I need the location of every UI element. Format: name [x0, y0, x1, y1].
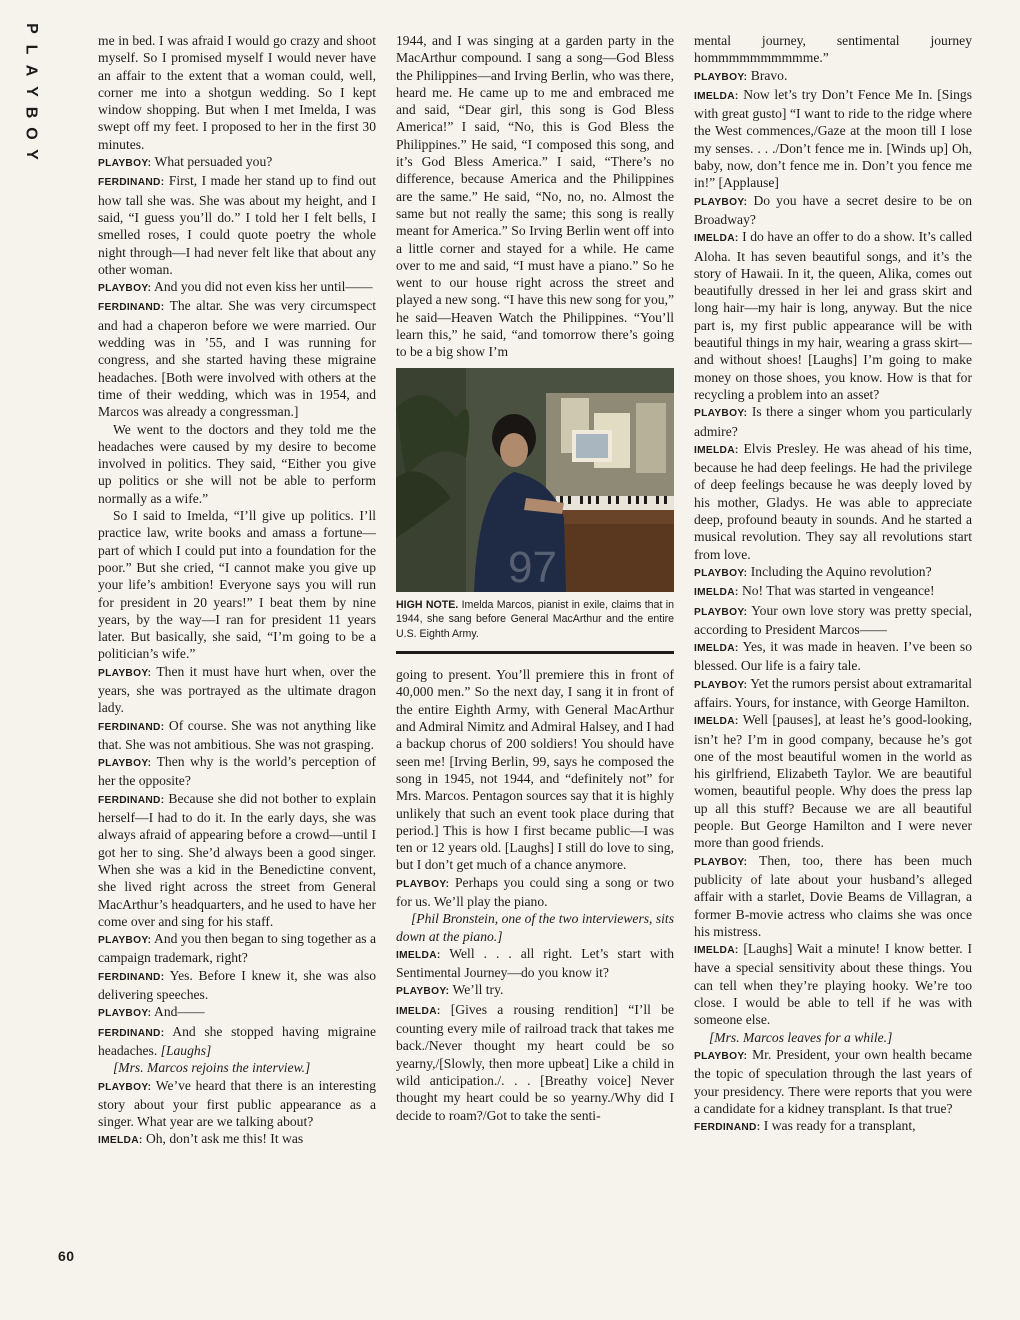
italic-note: [Phil Bronstein, one of the two interviewers, sits down at the piano.]	[396, 911, 674, 944]
speaker-label: IMELDA:	[396, 1005, 441, 1017]
paragraph-text: Yes. Before I knew it, she was also delivering speeches.	[98, 967, 376, 1003]
body-paragraph	[396, 910, 674, 945]
paragraph-text: We went to the doctors and they told me the headaches were caused by my desire to become involved in politics. They said, “Either you give up politics or she will not be able to perform normally as a wife.”	[98, 421, 376, 506]
interview-exchange	[98, 930, 376, 967]
paragraph-text: 1944, and I was singing at a garden party in the MacArthur compound. I sang a song—God Bless the Philippines—and Irving Berlin, who was there, heard me. He came up to me and embraced me and said, “Dear girl, this song is God Bless America!” I said, “No, this is God Bless the Philippines.” He said, “I composed this song, and it’s God Bless America.” I said, “There’s no difference, because America and the Philippines are the same.” He said, “No, no, no. Almost the same but not really the same; this song is really meant for America.” So Irving Berlin went off into a little corner and stayed for a while. He came over to me and said, “I must have a piano.” So he went to our house right across the street and played a new song. “I have this new song for you,” he said—Heaven Watch the Philippines. “You’ll learn this,” he said, “and tomorrow there’s going to be a big show I’m	[396, 33, 674, 360]
interview-exchange	[694, 638, 972, 675]
paragraph-text: Well [pauses], at least he’s good-looking, isn’t he? I’m in good company, because he’s got one of the most beautiful women in the world as his girlfriend, Elizabeth Taylor. We are beautiful women, beautiful people. Why does the press lap up all this stuff? Because we are all beautiful people. But George Hamilton and I were never more than good friends.	[694, 712, 972, 851]
paragraph-text: And you did not even kiss her until——	[151, 279, 373, 295]
paragraph-text: So I said to Imelda, “I’ll give up politics. I’ll practice law, write books and amass a fortune—part of which I could put into a foundation for the poor.” But she cried, “I cannot make you give up your life’s ambition! Everyone says you will run for president in 20 years!” I beat them by nine years, by the way—I ran for president 11 years later. But basically, she said, “I’m going to be a politician’s wife.”	[98, 508, 376, 662]
speaker-label: IMELDA:	[694, 233, 739, 245]
speaker-label: PLAYBOY:	[98, 1008, 152, 1020]
paragraph-text: And——	[151, 1004, 205, 1020]
speaker-label: PLAYBOY:	[98, 158, 152, 170]
interview-exchange	[694, 940, 972, 1028]
interview-exchange	[694, 440, 972, 563]
paragraph-text: Your own love story was pretty special, according to President Marcos——	[694, 602, 972, 637]
interview-exchange	[98, 172, 376, 278]
column-2-bottom	[396, 666, 674, 1124]
speaker-label: FERDINAND:	[98, 177, 165, 189]
speaker-label: PLAYBOY:	[98, 935, 152, 947]
masthead-letter: Y	[22, 149, 40, 160]
interview-exchange	[694, 1046, 972, 1117]
interview-exchange	[98, 297, 376, 420]
body-paragraph	[396, 32, 674, 361]
photo-imelda-at-piano	[396, 368, 674, 592]
interview-exchange	[694, 228, 972, 403]
paragraph-text: Well . . . all right. Let’s start with Sentimental Journey—do you know it?	[396, 945, 674, 981]
interview-exchange	[694, 192, 972, 229]
speaker-label: PLAYBOY:	[694, 1050, 748, 1062]
paragraph-text: Mr. President, your own health became the topic of speculation through the last years of your presidency. There were reports that you were a candidate for a kidney transplant. Is that true?	[694, 1046, 972, 1116]
italic-note: [Mrs. Marcos rejoins the interview.]	[113, 1060, 311, 1076]
speaker-label: IMELDA:	[396, 949, 441, 961]
interview-exchange	[694, 1117, 972, 1136]
interview-exchange	[694, 711, 972, 851]
photo-illustration	[396, 368, 674, 592]
speaker-label: PLAYBOY:	[98, 758, 152, 770]
speaker-label: IMELDA:	[694, 643, 739, 655]
speaker-label: IMELDA:	[694, 90, 739, 102]
speaker-label: PLAYBOY:	[98, 283, 152, 295]
masthead-letter: Y	[22, 86, 40, 97]
paragraph-text: Including the Aquino revolution?	[747, 563, 932, 579]
paragraph-text: [Gives a rousing rendition] “I’ll be counting every mile of railroad track that takes me back./Never thought my heart could be so yearny,/[Slowly, then more upbeat] Like a child in wild anticipation./. . . [Breathy voice] Never thought my heart could be so yearny./Why did I decide to roam?/Got to take the senti-	[396, 1001, 674, 1123]
body-paragraph	[98, 1059, 376, 1076]
speaker-label: PLAYBOY:	[694, 196, 748, 208]
masthead-letter: L	[22, 44, 40, 55]
photo-caption	[396, 598, 674, 642]
paragraph-text: Yes, it was made in heaven. I’ve been so blessed. Our life is a fairy tale.	[694, 639, 972, 674]
speaker-label: PLAYBOY:	[694, 408, 748, 420]
speaker-label: PLAYBOY:	[694, 71, 748, 83]
caption-head: HIGH NOTE.	[396, 598, 459, 611]
body-paragraph	[396, 666, 674, 874]
speaker-label: PLAYBOY:	[98, 1081, 152, 1093]
speaker-label: FERDINAND:	[98, 721, 165, 733]
interview-exchange	[98, 663, 376, 717]
masthead-letter: B	[22, 106, 40, 119]
column-2	[396, 32, 674, 1124]
paragraph-text: Of course. She was not anything like that. She was not ambitious. She was not grasping.	[98, 717, 376, 752]
paragraph-text: Do you have a secret desire to be on Broadway?	[694, 192, 972, 227]
interview-exchange	[694, 563, 972, 582]
paragraph-text: going to present. You’ll premiere this in front of 40,000 men.” So the next day, I sang it in front of the entire Eighth Army, with General MacArthur and Admiral Nimitz and Admiral Halsey, and I had a backup chorus of 200 soldiers! You should have seen me! [Irving Berlin, 99, says he composed the song in 1945, not 1944, and “definitely not” for Mrs. Marcos. Pentagon sources say that it is highly unlikely that such an event took place during that period.] This is how I first became public—I was ten or 12 years old. [Laughs] I still do love to sing, but I don’t get much of a chance anymore.	[396, 667, 674, 873]
interview-exchange	[98, 753, 376, 790]
speaker-label: FERDINAND:	[694, 1122, 761, 1134]
page-number: 60	[58, 1248, 75, 1264]
caption-rule	[396, 651, 674, 654]
speaker-label: FERDINAND:	[98, 302, 165, 314]
paragraph-text: Then why is the world’s perception of her the opposite?	[98, 754, 376, 789]
paragraph-text: We’ll try.	[449, 982, 504, 998]
interview-exchange	[694, 582, 972, 601]
speaker-label: IMELDA:	[694, 716, 739, 728]
speaker-label: PLAYBOY:	[694, 606, 748, 618]
paragraph-text: First, I made her stand up to find out how tall she was. She was about my height, and I said, “I guess you’ll do.” I told her I felt bells, I smelled roses, I could quote poetry the whole night through—I had never felt like that about any other woman.	[98, 173, 376, 277]
column-3	[694, 32, 972, 1136]
paragraph-text: And you then began to sing together as a campaign trademark, right?	[98, 931, 376, 966]
body-paragraph	[694, 1029, 972, 1046]
paragraph-text: Then it must have hurt when, over the years, she was portrayed as the ultimate dragon lady.	[98, 663, 376, 716]
paragraph-text: No! That was started in vengeance!	[738, 583, 935, 599]
paragraph-text: Elvis Presley. He was ahead of his time, because he had deep feelings. He had the privilege of deep feelings because he was deeply loved by his mother, Gladys. He was able to appreciate deep, profound beauty in sounds. And he started a musical revolution. They say all revolutions start from love.	[694, 440, 972, 562]
column-1	[98, 32, 376, 1150]
interview-exchange	[98, 790, 376, 930]
paragraph-text: What persuaded you?	[151, 154, 273, 170]
paragraph-text: Then, too, there has been much publicity of late about your husband’s alleged affair with a starlet, Dovie Beams de Villagran, a former B-movie actress who claims she was once his mistress.	[694, 852, 972, 939]
paragraph-text: I was ready for a transplant,	[760, 1118, 916, 1134]
paragraph-text: Oh, don’t ask me this! It was	[142, 1131, 304, 1147]
speaker-label: PLAYBOY:	[98, 667, 152, 679]
italic-note: [Laughs]	[160, 1042, 212, 1058]
interview-exchange	[396, 981, 674, 1000]
caption-text: Imelda Marcos, pianist in exile, claims that in 1944, she sang before General MacArthur and the entire U.S. Eighth Army.	[396, 598, 674, 640]
paragraph-text: Now let’s try Don’t Fence Me In. [Sings with great gusto] “I want to ride to the ridge where the West commences,/Gaze at the moon till I lose my senses. . . ./Don’t fence me in. [Winds up] Oh, baby, now, don’t fence me in. Don’t you fence me in!” [Applause]	[694, 86, 972, 191]
paragraph-text: I do have an offer to do a show. It’s called Aloha. It has seven beautiful songs, and it’s the story of Hawaii. In it, the queen, Alika, comes out beautifully dressed in her lei and grass skirt and long hair—my hair is long, anyway. But the nice part is, my first public appearance will be with beautiful things in my hair, wearing a grass skirt—and without shoes! [Laughs] I’m going to make money on those shoes, you know. How is that for recycling a problem into an asset?	[694, 229, 972, 402]
paragraph-text: me in bed. I was afraid I would go crazy and shoot myself. So I promised myself I would never have an affair to the extent that a woman could, well, corner me into a shotgun wedding. So I kept window shopping. But when I met Imelda, I was swept off my feet. I proposed to her in the first 30 minutes.	[98, 33, 376, 152]
speaker-label: IMELDA:	[694, 945, 739, 957]
paragraph-text: Perhaps you could sing a song or two for us. We’ll play the piano.	[396, 874, 674, 909]
paragraph-text: [Laughs] Wait a minute! I know better. I have a special sensitivity about these things. You can tell when they’re playing hooky. We’re too close. I would be able to tell if he was with someone else.	[694, 941, 972, 1028]
interview-exchange	[396, 1001, 674, 1124]
speaker-label: PLAYBOY:	[694, 856, 748, 868]
paragraph-text: Yet the rumors persist about extramarital affairs. Yours, for instance, with George Hamilton.	[694, 675, 972, 710]
column-2-top	[396, 32, 674, 361]
interview-exchange	[694, 852, 972, 940]
paragraph-text: mental journey, sentimental journey hommmmmmmmmme.”	[694, 33, 972, 66]
interview-exchange	[98, 1130, 376, 1149]
speaker-label: IMELDA:	[694, 444, 739, 456]
interview-exchange	[98, 278, 376, 297]
paragraph-text: Is there a singer whom you particularly admire?	[694, 404, 972, 439]
photo-watermark: 97	[508, 542, 557, 592]
speaker-label: PLAYBOY:	[396, 878, 450, 890]
paragraph-text: The altar. She was very circumspect and had a chaperon before we were married. Our wedding was in ’55, and I was running for congress, and she started having these migraine headaches. [Both were involved with others at the time of their wedding, which was in 1954, and Marcos was already a congressman.]	[98, 298, 376, 420]
masthead-letter: P	[22, 23, 40, 34]
interview-exchange	[396, 874, 674, 911]
speaker-label: FERDINAND:	[98, 794, 165, 806]
interview-exchange	[396, 945, 674, 982]
speaker-label: PLAYBOY:	[694, 679, 748, 691]
body-paragraph	[98, 421, 376, 507]
speaker-label: PLAYBOY:	[396, 986, 450, 998]
paragraph-text: We’ve heard that there is an interesting story about your first public appearance as a singer. What year are we talking about?	[98, 1077, 376, 1130]
interview-exchange	[694, 403, 972, 440]
interview-exchange	[694, 675, 972, 712]
italic-note: [Mrs. Marcos leaves for a while.]	[709, 1029, 893, 1045]
interview-exchange	[98, 967, 376, 1004]
masthead	[18, 18, 44, 198]
masthead-letter: A	[22, 64, 40, 77]
speaker-label: PLAYBOY:	[694, 567, 748, 579]
body-paragraph	[694, 32, 972, 67]
interview-exchange	[98, 1077, 376, 1131]
interview-exchange	[98, 1023, 376, 1060]
interview-exchange	[694, 86, 972, 192]
interview-exchange	[694, 67, 972, 86]
paragraph-text: Bravo.	[747, 67, 788, 83]
speaker-label: FERDINAND:	[98, 971, 165, 983]
speaker-label: FERDINAND:	[98, 1027, 165, 1039]
paragraph-text: And she stopped having migraine headaches.	[98, 1023, 376, 1058]
masthead-letter: O	[22, 127, 40, 140]
paragraph-text: Because she did not bother to explain herself—I had to do it. In the early days, she was always afraid of appearing before a crowd—until I got her to sing. She’d always been a good singer. When she was a kid in the Benedictine convent, she lived right across the street from General MacArthur’s headquarters, and he used to have her come over and sing for his staff.	[98, 790, 376, 929]
interview-exchange	[98, 717, 376, 754]
interview-exchange	[98, 1003, 376, 1022]
body-paragraph	[98, 507, 376, 663]
speaker-label: IMELDA:	[694, 587, 739, 599]
body-paragraph	[98, 32, 376, 153]
interview-exchange	[694, 602, 972, 639]
interview-exchange	[98, 153, 376, 172]
speaker-label: IMELDA:	[98, 1135, 143, 1147]
